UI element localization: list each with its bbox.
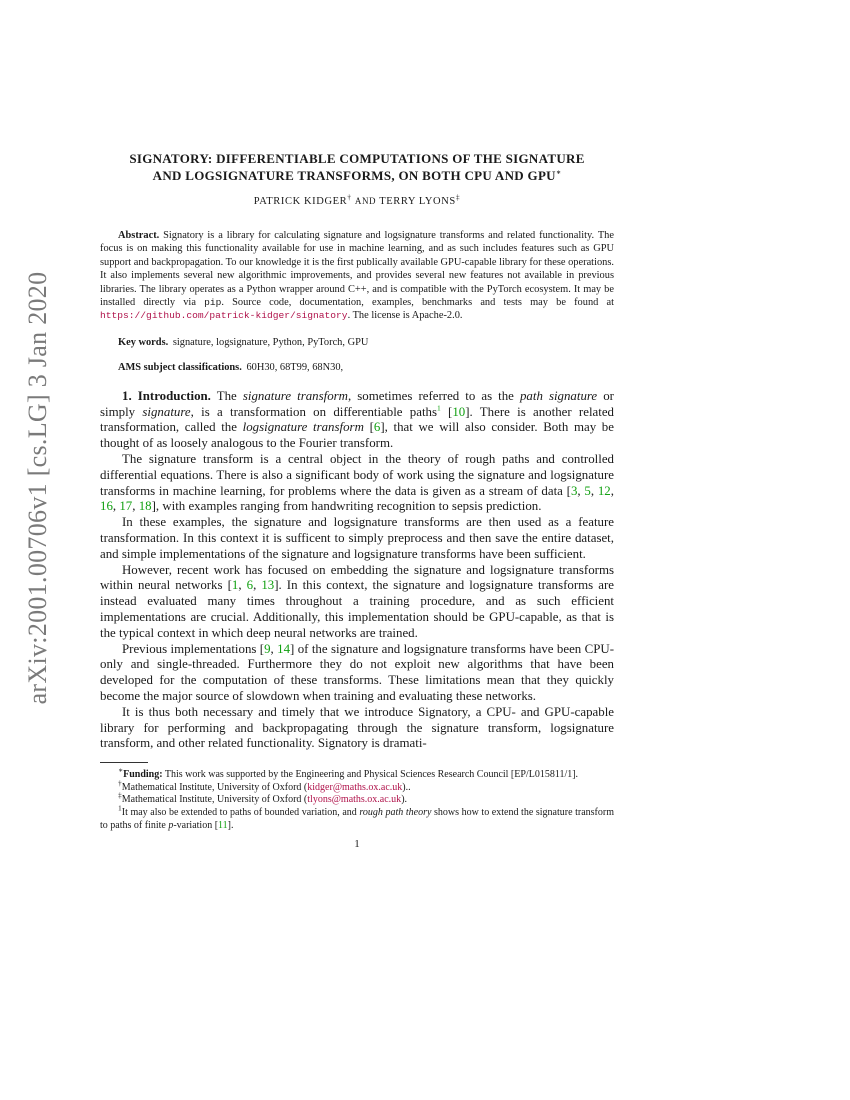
citation-link[interactable]: 18 — [138, 499, 152, 514]
t: signature — [142, 404, 191, 419]
t: , is a transformation on differentiable paths — [190, 404, 438, 419]
t: It may also be extended to paths of bounded variation, and — [121, 806, 357, 818]
intro-paragraph-5: Previous implementations [9, 14] of the signature and logsignature transforms have been CPU-only and single-threaded. Furthermore they do not exploit new algorithms that have been developed for the computation of these transforms. These limitations mean that they quickly become the major source of slowdown when training and evaluating these networks. — [100, 641, 614, 703]
abstract-text-1: Signatory is a library for calculating signature and logsignature transforms and related functionality. The focus is on making this functionality available for use in machine learning, and as such includes features such as GPU support and backpropagation. To our knowledge it is the first publically available GPU-capable library for these operations. It also implements several new algorithmic improvements, and provides several new features not available in previous libraries. The library operates as a Python wrapper around C++, and is compatible with the PyTorch ecosystem. It may be installed directly via — [100, 230, 614, 309]
section-heading: 1. Introduction. — [122, 388, 211, 403]
citation-link[interactable]: 14 — [277, 641, 291, 656]
ams-value: 60H30, 68T99, 68N30, — [246, 361, 344, 373]
pip-code: pip — [204, 297, 222, 309]
t: -variation [ — [173, 819, 219, 831]
footnote-author-1 — [100, 778, 614, 795]
t: Mathematical Institute, University of Oxford ( — [121, 794, 308, 806]
page-number: 1 — [354, 838, 360, 851]
t: However, recent work has focused on embedding the signature and logsignature transforms within neural networks [ — [100, 562, 614, 593]
t: This work was supported by the Engineering and Physical Sciences Research Council [EP/L015811/1]. — [164, 769, 579, 781]
t: p — [168, 819, 174, 831]
citation-link[interactable]: 13 — [261, 578, 275, 593]
citation-link[interactable]: 10 — [452, 404, 466, 419]
t: rough path theory — [359, 806, 432, 818]
intro-paragraph-1 — [100, 389, 614, 452]
abstract-label: Abstract. — [118, 230, 160, 241]
abstract-text-2: . Source code, documentation, examples, benchmarks and tests may be found at — [221, 297, 614, 309]
footnote-mark: 1 — [118, 803, 122, 813]
citation-link[interactable]: 16 — [100, 499, 113, 514]
author-1: PATRICK KIDGER — [253, 196, 348, 207]
citation-link[interactable]: 1 — [231, 578, 239, 593]
t: path signature — [519, 388, 598, 403]
citation-link[interactable]: 11 — [218, 819, 228, 831]
footnote-mark: ‡ — [118, 791, 122, 801]
keywords-value: signature, logsignature, Python, PyTorch, GPU — [172, 336, 369, 348]
footnotes — [100, 765, 614, 832]
intro-paragraph-4: However, recent work has focused on embedding the signature and logsignature transforms within neural networks [1, 6, 13]. In this context, the signature and logsignature transforms are instead evaluated many times throughout a training procedure, and as such efficient implementations are crucial. Additionally, this implementation should be GPU-capable, as that is the typical context in which deep neural networks are trained. — [100, 562, 614, 640]
introduction-section — [100, 389, 614, 752]
t: The signature transform is a central object in the theory of rough paths and controlled differential equations. There is also a significant body of work using the signature and logsignature transforms in machine learning, for problems where the data is given as a stream of data [ — [100, 452, 614, 498]
email-link[interactable]: tlyons@maths.ox.ac.uk — [307, 794, 402, 806]
t: shows how to extend the signature transform to paths of finite — [100, 806, 614, 831]
title-footnote-mark: ∗ — [555, 167, 562, 177]
funding-label: Funding: — [123, 769, 163, 781]
arxiv-sidebar — [0, 0, 70, 1100]
t: The — [216, 388, 237, 403]
author-line — [100, 192, 614, 207]
t: ], that we will also consider. Both may be thought of as loosely analogous to the Fourier transform. — [100, 420, 614, 451]
keywords — [100, 337, 614, 348]
title-text: SIGNATORY: DIFFERENTIABLE COMPUTATIONS OF THE SIGNATURE AND LOGSIGNATURE TRANSFORMS, ON BOTH CPU AND GPU — [129, 151, 585, 183]
intro-paragraph-3: In these examples, the signature and logsignature transforms are then used as a feature transformation. In this context it is sufficent to simply preprocess and then save the entire dataset, and simple implementations of the signature and logsignature transforms have been sufficient. — [100, 515, 614, 561]
footnote-mark: ∗ — [118, 765, 124, 775]
ams-label: AMS subject classifications. — [118, 361, 242, 373]
paper-page — [100, 150, 614, 850]
t: ] of the signature and logsignature transforms have been CPU-only and single-threaded. Furthermore they do not exploit new algorithms that have been developed for the computation of these transforms. These limitations mean that they quickly become the major source of slowdown when training and evaluating these networks. — [100, 641, 614, 703]
t: signature transform — [242, 388, 348, 403]
footnote-funding — [100, 765, 614, 782]
t: logsignature transform — [242, 420, 364, 435]
paper-title — [116, 150, 598, 184]
author-2: TERRY LYONS — [379, 196, 456, 207]
citation-link[interactable]: 17 — [119, 499, 133, 514]
footnote-link-1[interactable]: 1 — [437, 403, 441, 413]
footnote-1 — [100, 803, 614, 832]
intro-paragraph-6: It is thus both necessary and timely that we introduce Signatory, a CPU- and GPU-capable library for performing and backpropagating through the signature transform, logsignature transform, and other related functionality. Signatory is dramati- — [100, 704, 614, 751]
t: ]. In this context, the signature and logsignature transforms are instead evaluated many times throughout a training procedure, and as such efficient implementations are crucial. Additionally, this implementation should be GPU-capable, as that is the typical context in which deep neural networks are trained. — [100, 578, 614, 640]
t: ]. There is another related transformation, called the — [100, 404, 614, 435]
footnote-author-2 — [100, 791, 614, 807]
t: or simply — [100, 388, 614, 419]
citation-link[interactable]: 6 — [246, 578, 254, 593]
author-1-mark: † — [347, 192, 352, 202]
t: ]. — [227, 819, 234, 831]
citation-link[interactable]: 12 — [597, 483, 611, 498]
footnote-rule — [100, 762, 148, 763]
t: ).. — [402, 781, 411, 793]
abstract — [100, 229, 614, 323]
t: Previous implementations [ — [122, 641, 265, 656]
arxiv-identifier: arXiv:2001.00706v1 [cs.LG] 3 Jan 2020 — [23, 271, 52, 705]
keywords-label: Key words. — [118, 336, 169, 348]
abstract-text-3: . The license is Apache-2.0. — [347, 310, 463, 322]
email-link[interactable]: kidger@maths.ox.ac.uk — [307, 781, 403, 793]
ams-classifications — [100, 362, 614, 373]
t: , sometimes referred to as the — [347, 388, 514, 403]
github-link[interactable]: https://github.com/patrick-kidger/signatory — [100, 310, 348, 322]
t: [ — [369, 420, 374, 435]
t: ], with examples ranging from handwriting recognition to sepsis prediction. — [151, 499, 542, 514]
t: [ — [448, 404, 453, 419]
citation-link[interactable]: 3 — [570, 483, 578, 498]
author-and: AND — [354, 196, 377, 206]
intro-paragraph-2: The signature transform is a central object in the theory of rough paths and controlled differential equations. There is also a significant body of work using the signature and logsignature transforms in machine learning, for problems where the data is given as a stream of data [3, 5, 12, 16, 17, 18], with examples ranging from handwriting recognition to sepsis prediction. — [100, 452, 614, 514]
footnote-mark: † — [118, 778, 122, 788]
t: ). — [401, 794, 408, 806]
author-2-mark: ‡ — [455, 192, 461, 202]
citation-link[interactable]: 9 — [264, 641, 271, 656]
t: Mathematical Institute, University of Oxford ( — [121, 781, 308, 793]
citation-link[interactable]: 5 — [584, 483, 591, 498]
citation-link[interactable]: 6 — [373, 420, 381, 435]
